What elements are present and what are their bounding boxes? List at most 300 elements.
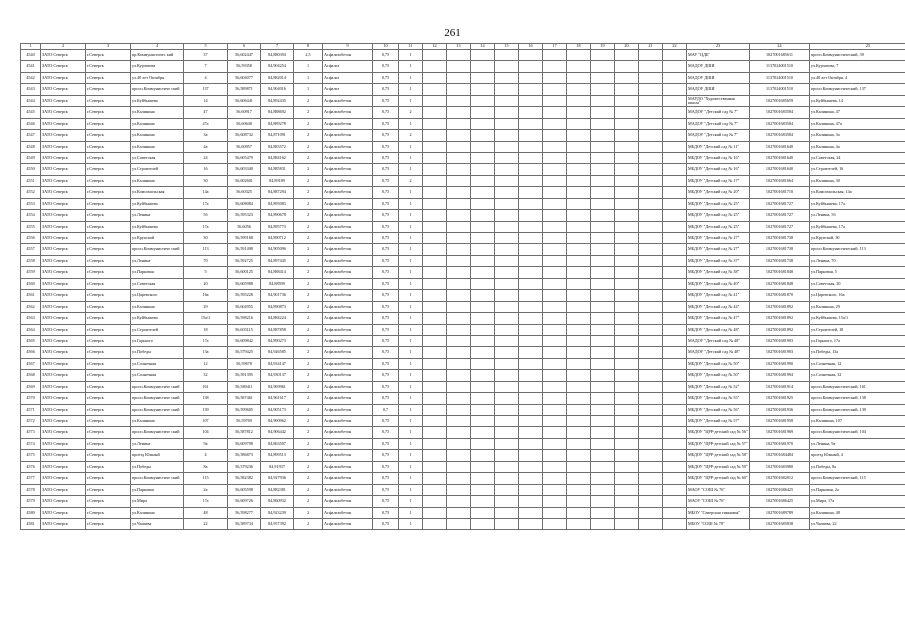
table-cell: ЗАТО Северск (41, 358, 86, 369)
table-cell (447, 164, 471, 175)
table-cell: 4569 (21, 381, 41, 392)
table-cell: МАДОУ "Детский сад № 7" (687, 130, 750, 141)
table-cell: 1027001681710 (750, 187, 810, 198)
table-cell (591, 198, 615, 209)
table-cell (543, 130, 567, 141)
table-cell: ул.Мира (131, 496, 184, 507)
table-cell: МБДОУ "Детский сад № 41" (687, 290, 750, 301)
table-cell (639, 255, 663, 266)
table-cell (495, 507, 519, 518)
table-cell: 0,75 (373, 152, 399, 163)
table-cell (495, 427, 519, 438)
table-row (21, 427, 905, 438)
table-cell (471, 358, 495, 369)
table-cell: 4540 (21, 50, 41, 61)
table-cell (495, 61, 519, 72)
table-cell: Асфальтобетон (323, 450, 373, 461)
table-cell (663, 267, 687, 278)
table-cell: 56,608732 (228, 130, 261, 141)
table-cell (447, 267, 471, 278)
table-cell: 1 (399, 164, 423, 175)
table-cell (519, 438, 543, 449)
table-row (21, 198, 905, 209)
table-cell (591, 518, 615, 529)
table-cell: ЗАТО Северск (41, 175, 86, 186)
table-cell: ЗАТО Северск (41, 278, 86, 289)
table-cell: г.Северск (86, 61, 131, 72)
table-cell (567, 313, 591, 324)
table-cell (591, 473, 615, 484)
table-cell: 84,890273 (261, 335, 294, 346)
table-cell (471, 313, 495, 324)
table-cell: 4 (184, 450, 228, 461)
table-cell: 56,603340 (228, 164, 261, 175)
table-cell: 56,60917 (228, 107, 261, 118)
table-cell: 0,75 (373, 438, 399, 449)
table-cell (543, 221, 567, 232)
table-cell (663, 335, 687, 346)
table-cell (495, 118, 519, 129)
table-row (21, 255, 905, 266)
table-cell: г.Северск (86, 427, 131, 438)
table-cell: г.Северск (86, 130, 131, 141)
table-cell: 1027001683584 (750, 107, 810, 118)
table-cell: г.Северск (86, 221, 131, 232)
table-cell: 56,592725 (228, 255, 261, 266)
table-cell: Асфальтобетон (323, 438, 373, 449)
table-cell: ул.Советская, 24 (810, 152, 905, 163)
table-cell: Асфальтобетон (323, 393, 373, 404)
table-cell (519, 347, 543, 358)
table-cell (423, 118, 447, 129)
table-cell (519, 278, 543, 289)
table-cell: 84,91937 (261, 461, 294, 472)
table-cell (543, 164, 567, 175)
table-cell: г.Северск (86, 461, 131, 472)
table-cell: г.Северск (86, 404, 131, 415)
table-cell: ул.Победы (131, 347, 184, 358)
table-cell (447, 461, 471, 472)
table-row (21, 324, 905, 335)
table-cell (567, 473, 591, 484)
table-cell (639, 95, 663, 106)
table-cell: г.Северск (86, 347, 131, 358)
table-cell: 84,890873 (261, 301, 294, 312)
table-row (21, 484, 905, 495)
table-cell: МБОУ "Северская гимназия" (687, 507, 750, 518)
table-cell: 32 (184, 370, 228, 381)
table-cell: 12 (184, 358, 228, 369)
table-cell: Асфальтобетон (323, 484, 373, 495)
table-cell: 1 (399, 484, 423, 495)
table-cell (567, 244, 591, 255)
table-cell: ул.Куйбышева, 14 (810, 95, 905, 106)
table-cell: 0,75 (373, 313, 399, 324)
table-cell (519, 335, 543, 346)
table-cell: 24 (184, 152, 228, 163)
table-cell (495, 461, 519, 472)
table-cell: 0,75 (373, 358, 399, 369)
table-cell: 84,863507 (261, 438, 294, 449)
table-cell: МБДОУ "Детский сад № 37" (687, 255, 750, 266)
table-cell (519, 187, 543, 198)
table-cell (663, 50, 687, 61)
table-cell (423, 107, 447, 118)
table-cell (639, 324, 663, 335)
table-cell (423, 164, 447, 175)
table-cell: 1027001681969 (750, 427, 810, 438)
table-cell (567, 130, 591, 141)
table-cell (639, 370, 663, 381)
table-cell: ул.Строителей, 18 (810, 324, 905, 335)
table-cell (543, 438, 567, 449)
table-cell: 1 (399, 461, 423, 472)
table-cell: ул.Калинина (131, 416, 184, 427)
table-cell: 4577 (21, 473, 41, 484)
table-cell (495, 484, 519, 495)
table-cell (423, 347, 447, 358)
table-cell: 4575 (21, 450, 41, 461)
table-cell (423, 141, 447, 152)
table-cell (615, 198, 639, 209)
table-cell: Асфальтобетон (323, 95, 373, 106)
table-cell (519, 267, 543, 278)
table-cell (567, 221, 591, 232)
table-row (21, 335, 905, 346)
table-cell (663, 450, 687, 461)
table-cell: г.Северск (86, 518, 131, 529)
table-cell (447, 233, 471, 244)
table-cell: ЗАТО Северск (41, 244, 86, 255)
table-cell: ул.Советская (131, 152, 184, 163)
table-cell: 84,961617 (261, 393, 294, 404)
table-cell: МАДОУ "Детский сад № 48" (687, 347, 750, 358)
table-cell (519, 130, 543, 141)
table-cell (567, 290, 591, 301)
table-cell: ул.Калинина (131, 141, 184, 152)
table-cell (591, 370, 615, 381)
table-cell: 20 (184, 278, 228, 289)
table-cell: 5 (184, 267, 228, 278)
table-cell: 4а (184, 141, 228, 152)
table-cell (543, 416, 567, 427)
table-cell (567, 450, 591, 461)
table-cell (663, 61, 687, 72)
table-cell: г.Северск (86, 473, 131, 484)
table-row (21, 118, 905, 129)
table-cell: 0,75 (373, 107, 399, 118)
table-cell (567, 61, 591, 72)
table-cell (471, 221, 495, 232)
table-cell (447, 244, 471, 255)
table-cell: ЗАТО Северск (41, 461, 86, 472)
table-cell: МБДОУ "Детский сад № 27" (687, 244, 750, 255)
table-cell (495, 358, 519, 369)
table-cell (471, 107, 495, 118)
table-cell (615, 152, 639, 163)
table-cell: 0,75 (373, 141, 399, 152)
table-cell (471, 393, 495, 404)
table-cell: ЗАТО Северск (41, 198, 86, 209)
table-cell (543, 473, 567, 484)
column-number: 8 (294, 44, 323, 50)
table-cell: МБДОУ "Детский сад № 50" (687, 358, 750, 369)
table-cell: 84,888692 (261, 107, 294, 118)
table-cell: 2 (294, 358, 323, 369)
table-cell: 1027001681738 (750, 244, 810, 255)
table-cell: 138 (184, 393, 228, 404)
table-cell: 56,60957 (228, 141, 261, 152)
table-cell (543, 278, 567, 289)
table-cell: МБДОУ "Детский сад № 57" (687, 416, 750, 427)
table-cell (519, 72, 543, 83)
table-cell (519, 61, 543, 72)
table-cell (495, 255, 519, 266)
table-cell: Асфальтобетон (323, 130, 373, 141)
table-cell: 84,890678 (261, 210, 294, 221)
table-cell (447, 324, 471, 335)
table-cell (471, 290, 495, 301)
table-cell: 1027001681640 (750, 164, 810, 175)
table-cell (423, 313, 447, 324)
table-cell (519, 118, 543, 129)
table-cell: 84,884162 (261, 152, 294, 163)
table-cell (567, 187, 591, 198)
table-cell: 84,890712 (261, 233, 294, 244)
table-cell: 4559 (21, 267, 41, 278)
table-cell: Асфальтобетон (323, 507, 373, 518)
table-cell: 1 (399, 324, 423, 335)
table-cell (495, 175, 519, 186)
table-cell: МАДОУ "Детский сад № 7" (687, 107, 750, 118)
table-cell: ул.Калинина (131, 118, 184, 129)
table-cell: 1 (399, 278, 423, 289)
table-cell: ЗАТО Северск (41, 416, 86, 427)
table-cell: просп.Коммунистический, 161 (810, 381, 905, 392)
table-cell (447, 95, 471, 106)
table-cell: ул.Калинина, 4а (810, 141, 905, 152)
table-cell (447, 335, 471, 346)
table-cell (543, 358, 567, 369)
table-cell: просп.Коммунистический, 139 (810, 404, 905, 415)
table-cell: г.Северск (86, 84, 131, 95)
table-cell (615, 50, 639, 61)
table-cell (543, 507, 567, 518)
table-cell (639, 107, 663, 118)
table-cell (639, 118, 663, 129)
table-cell: 2 (399, 130, 423, 141)
table-cell: 1 (399, 450, 423, 461)
table-cell (447, 61, 471, 72)
table-cell: 1 (294, 72, 323, 83)
table-cell: 0,75 (373, 393, 399, 404)
table-cell: 2 (294, 313, 323, 324)
table-cell (471, 95, 495, 106)
table-row (21, 518, 905, 529)
table-cell (471, 84, 495, 95)
table-cell: 56,6056 (228, 221, 261, 232)
table-cell: г.Северск (86, 152, 131, 163)
table-cell: Асфальтобетон (323, 278, 373, 289)
table-cell: 2 (294, 324, 323, 335)
table-cell: 1027001681727 (750, 210, 810, 221)
table-cell (591, 381, 615, 392)
table-cell: 0,75 (373, 50, 399, 61)
table-cell: ул.Комсомольская (131, 187, 184, 198)
table-cell (567, 255, 591, 266)
table-cell (543, 381, 567, 392)
table-cell: МАУДО "Художественная школа" (687, 95, 750, 106)
column-number: 5 (184, 44, 228, 50)
table-cell: 84,957392 (261, 518, 294, 529)
table-cell: 56,609798 (228, 438, 261, 449)
table-cell: 2 (294, 450, 323, 461)
table-cell: Асфальтобетон (323, 152, 373, 163)
table-cell (543, 335, 567, 346)
column-number: 10 (373, 44, 399, 50)
table-cell: ул.Крупской, 30 (810, 233, 905, 244)
table-cell (663, 210, 687, 221)
table-cell (591, 393, 615, 404)
table-cell: 4556 (21, 233, 41, 244)
table-cell (543, 427, 567, 438)
table-cell: 115 (184, 473, 228, 484)
table-cell (615, 290, 639, 301)
table-cell: 1027001681738 (750, 255, 810, 266)
table-cell: МБДОУ "ЦРР-детский сад № 56" (687, 427, 750, 438)
table-cell: 2 (294, 381, 323, 392)
table-cell (663, 278, 687, 289)
table-cell (543, 152, 567, 163)
table-cell (543, 107, 567, 118)
table-cell (615, 84, 639, 95)
table-cell (615, 335, 639, 346)
table-cell: 2 (294, 164, 323, 175)
table-cell: 1 (399, 187, 423, 198)
table-cell (591, 496, 615, 507)
table-cell (423, 61, 447, 72)
table-cell: 4568 (21, 370, 41, 381)
table-cell: ул.Калинина, 29 (810, 301, 905, 312)
table-cell: 2 (294, 278, 323, 289)
table-cell: 1027001686425 (750, 484, 810, 495)
table-cell (447, 130, 471, 141)
table-cell: 4544 (21, 95, 41, 106)
table-cell (447, 278, 471, 289)
table-cell: 84,930137 (261, 370, 294, 381)
table-cell: 84,892435 (261, 95, 294, 106)
table-cell: МБДОУ "Детский сад № 27" (687, 233, 750, 244)
table-cell: 104 (184, 427, 228, 438)
table-cell: г.Северск (86, 244, 131, 255)
table-cell (639, 198, 663, 209)
table-cell (663, 416, 687, 427)
table-row (21, 278, 905, 289)
table-cell: ЗАТО Северск (41, 381, 86, 392)
table-cell: 2 (294, 427, 323, 438)
table-cell: 84,884224 (261, 313, 294, 324)
table-cell (495, 164, 519, 175)
table-cell (423, 496, 447, 507)
table-cell (519, 393, 543, 404)
table-cell: Асфальтобетон (323, 496, 373, 507)
table-cell: 2 (294, 130, 323, 141)
table-cell (519, 233, 543, 244)
table-cell: ЗАТО Северск (41, 370, 86, 381)
table-cell: г.Северск (86, 267, 131, 278)
table-cell: 2 (294, 484, 323, 495)
table-cell: 0,75 (373, 301, 399, 312)
table-cell: 84,889278 (261, 118, 294, 129)
table-cell: ул.Победы, 13а (810, 347, 905, 358)
table-cell: 2 (294, 461, 323, 472)
column-number: 14 (471, 44, 495, 50)
table-cell (447, 484, 471, 495)
table-cell (591, 450, 615, 461)
table-cell: г.Северск (86, 370, 131, 381)
table-cell (591, 210, 615, 221)
table-cell: 1027001684484 (750, 450, 810, 461)
column-number: 2 (41, 44, 86, 50)
table-row (21, 347, 905, 358)
table-row (21, 175, 905, 186)
table-cell (663, 233, 687, 244)
table-cell (567, 107, 591, 118)
table-cell (663, 358, 687, 369)
table-cell (495, 313, 519, 324)
table-cell: 56,580411 (228, 381, 261, 392)
table-cell: 0,7 (373, 404, 399, 415)
table-row (21, 473, 905, 484)
table-cell (543, 175, 567, 186)
table-cell (639, 416, 663, 427)
table-cell: Асфальтобетон (323, 416, 373, 427)
table-cell (663, 438, 687, 449)
table-row (21, 416, 905, 427)
table-cell: 1 (399, 370, 423, 381)
table-cell (663, 370, 687, 381)
table-cell: ЗАТО Северск (41, 507, 86, 518)
table-cell: 4578 (21, 484, 41, 495)
table-cell (591, 347, 615, 358)
table-cell (447, 438, 471, 449)
table-cell: ул.Парковая (131, 267, 184, 278)
table-cell (471, 141, 495, 152)
table-cell: 1 (399, 427, 423, 438)
table-cell (519, 518, 543, 529)
table-cell: 1 (294, 61, 323, 72)
table-cell: 84,927936 (261, 473, 294, 484)
table-cell (423, 84, 447, 95)
table-cell: 2 (294, 335, 323, 346)
table-cell: 1 (399, 267, 423, 278)
table-cell (663, 473, 687, 484)
table-cell (591, 221, 615, 232)
table-cell: 1 (399, 358, 423, 369)
table-cell (495, 130, 519, 141)
table-cell: 1027001681870 (750, 290, 810, 301)
table-cell: 0,75 (373, 210, 399, 221)
table-cell (639, 438, 663, 449)
table-cell (423, 221, 447, 232)
page-number: 261 (444, 27, 461, 39)
table-cell: 56,606441 (228, 95, 261, 106)
table-cell (471, 72, 495, 83)
table-cell: ЗАТО Северск (41, 141, 86, 152)
table-cell (519, 496, 543, 507)
table-cell: г.Северск (86, 210, 131, 221)
table-cell (471, 416, 495, 427)
